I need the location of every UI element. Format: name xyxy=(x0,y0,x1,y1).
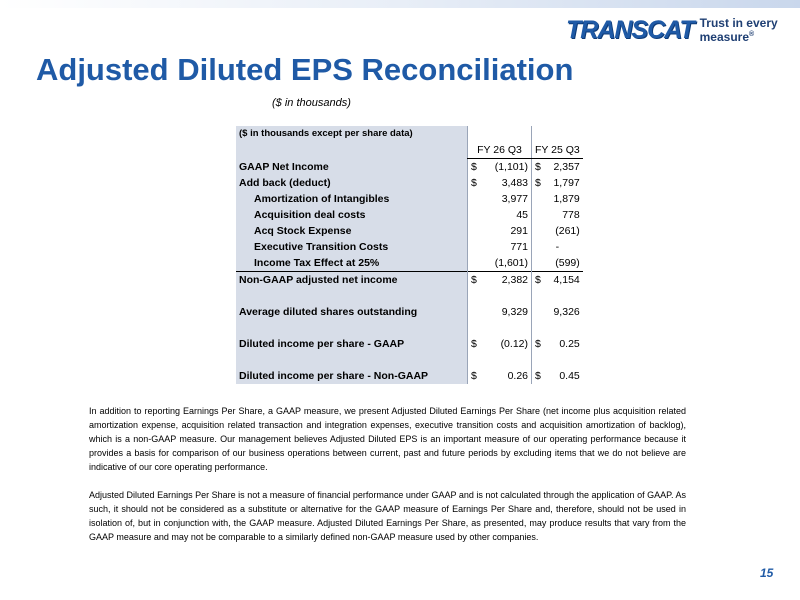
table-row: Average diluted shares outstanding 9,329 9,326 xyxy=(236,304,583,320)
spacer-row xyxy=(236,320,583,336)
table-row: Non-GAAP adjusted net income $ 2,382 $ 4,154 xyxy=(236,272,583,289)
slide-title: Adjusted Diluted EPS Reconciliation xyxy=(36,52,574,87)
spacer-row xyxy=(236,288,583,304)
column-header-fy26q3: FY 26 Q3 xyxy=(468,142,532,159)
table-row: Amortization of Intangibles 3,977 1,879 xyxy=(236,191,583,207)
table-row: Executive Transition Costs 771 - xyxy=(236,239,583,255)
table-row: Diluted income per share - GAAP $ (0.12) $ 0.25 xyxy=(236,336,583,352)
table-row: Acq Stock Expense 291 (261) xyxy=(236,223,583,239)
table-row: Diluted income per share - Non-GAAP $ 0.26 $ 0.45 xyxy=(236,368,583,384)
table-row: GAAP Net Income $ (1,101) $ 2,357 xyxy=(236,159,583,176)
company-logo xyxy=(566,16,800,44)
column-header-row xyxy=(236,142,583,159)
slide-subtitle: ($ in thousands) xyxy=(272,97,351,109)
table-row: Income Tax Effect at 25% (1,601) (599) xyxy=(236,255,583,272)
logo-tagline: Trust in every measure® xyxy=(699,16,778,44)
paragraph-non-gaap-disclaimer: Adjusted Diluted Earnings Per Share is not a measure of financial performance under GAAP and is not calculated through the application of GAAP. As such, it should not be considered as a substitute or alternative for the GAAP measure of Earnings Per Share and, therefore, should not be used in isolation of, but in conjunction with, the GAAP measure. Adjusted Diluted Earnings Per Share, as presented, may produce results that vary from the GAAP measure and may not be comparable to a similarly defined non-GAAP measure used by other companies. xyxy=(89,490,686,542)
column-header-fy25q3: FY 25 Q3 xyxy=(532,142,583,159)
table-header-row xyxy=(236,126,583,142)
table-row: Acquisition deal costs 45 778 xyxy=(236,207,583,223)
logo-wordmark: TRANSCAT xyxy=(566,15,694,44)
top-gradient-band xyxy=(0,0,800,8)
table-header-label: ($ in thousands except per share data) xyxy=(236,126,468,142)
spacer-row xyxy=(236,352,583,368)
page-number: 15 xyxy=(760,566,774,580)
eps-reconciliation-table xyxy=(236,126,583,384)
table-row: Add back (deduct) $ 3,483 $ 1,797 xyxy=(236,175,583,191)
registered-mark: ® xyxy=(749,31,755,38)
paragraph-adjusted-eps-definition: In addition to reporting Earnings Per Share, a GAAP measure, we present Adjusted Diluted Earnings Per Share (net income plus acquisition related amortization expense, acquisition related transaction and integration expenses, executive transition costs and acquisition amortization of backlog), which is a non-GAAP measure. Our management believes Adjusted Diluted EPS is an important measure of our operating performance because it provides a basis for comparison of our business operations between current, past and future periods by excluding items that we do not believe are indicative of our core operating performance. xyxy=(89,406,686,472)
